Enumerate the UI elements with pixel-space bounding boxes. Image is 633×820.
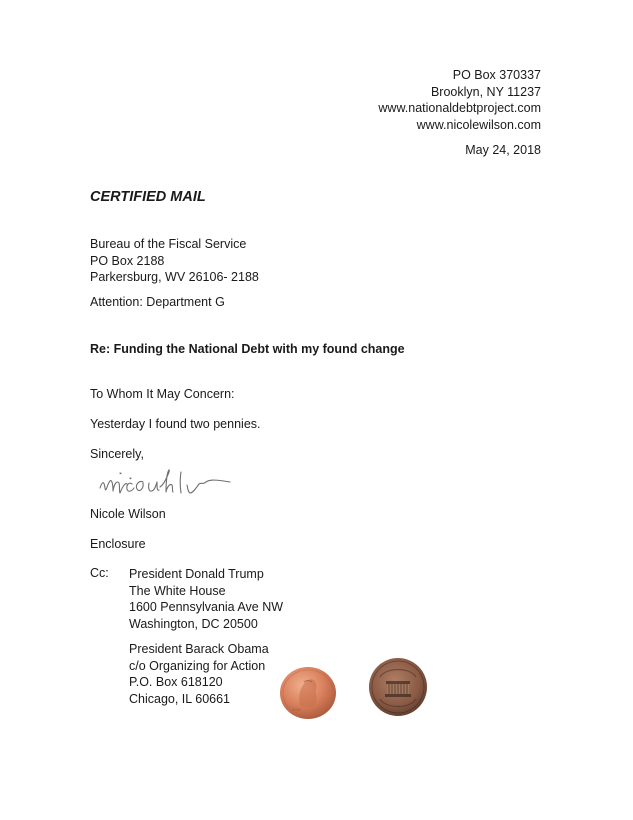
- cc-address-line: President Donald Trump: [129, 567, 264, 581]
- cc-recipient: [129, 566, 283, 632]
- letter-body: Yesterday I found two pennies.: [90, 417, 261, 431]
- cc-address-line: P.O. Box 618120: [129, 675, 223, 689]
- sender-website-link[interactable]: www.nationaldebtproject.com: [378, 101, 541, 115]
- sender-address-line: Brooklyn, NY 11237: [430, 84, 541, 99]
- sender-address-line: PO Box 370337: [452, 68, 541, 82]
- sender-address: [378, 67, 541, 133]
- cc-address-line: c/o Organizing for Action: [129, 658, 266, 673]
- recipient-address-line: Parkersburg, WV 26106- 2188: [90, 270, 259, 284]
- cc-address-line: Chicago, IL 60661: [129, 691, 231, 706]
- penny-obverse-image: [278, 665, 338, 721]
- salutation: To Whom It May Concern:: [90, 387, 235, 401]
- cc-label: Cc:: [90, 566, 109, 580]
- closing: Sincerely,: [90, 447, 144, 461]
- cc-address-line: The White House: [129, 583, 226, 598]
- subject-line: Re: Funding the National Debt with my found change: [90, 342, 405, 356]
- svg-text:2012: 2012: [292, 707, 301, 712]
- signer-name: Nicole Wilson: [90, 507, 166, 521]
- cc-address-line: 1600 Pennsylvania Ave NW: [129, 600, 284, 614]
- enclosure-note: Enclosure: [90, 537, 146, 551]
- letter-date: May 24, 2018: [465, 143, 541, 157]
- recipient-address: [90, 236, 259, 286]
- cc-address-line: President Barack Obama: [129, 642, 269, 656]
- handwritten-signature: [96, 458, 246, 504]
- sender-website-link[interactable]: www.nicolewilson.com: [416, 117, 541, 132]
- recipient-address-line: Bureau of the Fiscal Service: [90, 237, 247, 251]
- attention-line: Attention: Department G: [90, 295, 225, 309]
- cc-recipient: [129, 641, 269, 707]
- recipient-address-line: PO Box 2188: [90, 253, 165, 268]
- penny-reverse-image: [368, 657, 428, 717]
- cc-address-line: Washington, DC 20500: [129, 616, 258, 631]
- certified-mail-heading: CERTIFIED MAIL: [90, 189, 206, 205]
